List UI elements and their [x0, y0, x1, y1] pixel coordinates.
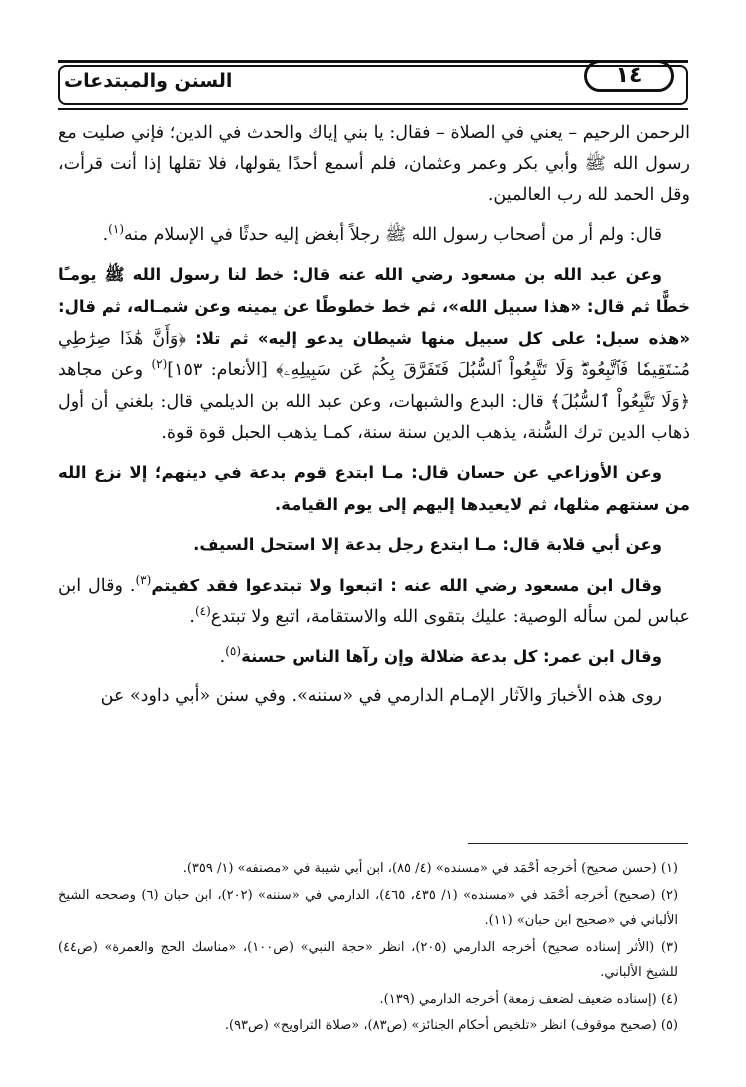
header-bottom-rule	[58, 108, 688, 110]
paragraph	[58, 529, 690, 561]
paragraph-text: روى هذه الأخبارَ والآثار الإمـام الدارمي في «سننه». وفي سنن «أبي داود» عن	[100, 686, 662, 707]
paragraph: قال: ولم أر من أصحاب رسول الله ﷺ رجلاً أبغض إليه حدثًا في الإسلام منه$^{(١)}$.	[102, 221, 662, 245]
paragraph-text: الرحمن الرحيم – يعني في الصلاة – فقال: يا بني إياك والحدث في الدين؛ فإني صليت مع رسول الله ﷺ وأبي بكر وعمر وعثمان، فلم أسمع أحدًا يقولها، فلا تقلها إذا أنت قرأت، وقل الحمد لله رب العالمين.	[58, 123, 690, 206]
page-header	[58, 60, 688, 112]
quran-reference: [الأنعام: ١٥٣]	[167, 360, 268, 381]
paragraph	[58, 457, 690, 521]
paragraph	[58, 259, 690, 449]
paragraph	[58, 118, 690, 212]
paragraph-text: . وقال ابن عباس لمن سأله الوصية: عليك بتقوى الله والاستقامة، اتبع ولا تبتدع	[58, 575, 690, 627]
paragraph: وقال ابن مسعود رضي الله عنه : اتبعوا ولا تبتدعوا فقد كفيتم$^{(٣)}$. وقال ابن عباس لمن سأله الوصية: عليك بتقوى الله والاستقامة، اتبع ولا تبتدع$^{(٤)}$.	[58, 572, 690, 627]
paragraph-text: قال: ولم أر من أصحاب رسول الله ﷺ رجلاً أبغض إليه حدثًا في الإسلام منه	[124, 224, 662, 245]
paragraph-text: وعن أبي قلابة قال: مـا ابتدع رجل بدعة إلا استحل السيف.	[193, 535, 662, 555]
footnote: (٥) (صحيح موقوف) انظر «تلخيص أحكام الجنائز» (ص٨٣)، «صلاة التراويح» (ص٩٣).	[224, 1018, 678, 1033]
footnote-ref: (٥)	[225, 644, 242, 659]
footnote-ref: (١)	[108, 221, 124, 236]
paragraph: وقال ابن عمر: كل بدعة ضلالة وإن رآها الناس حسنة$^{(٥)}$.	[219, 644, 662, 668]
footnote: (٣) (الأثر إسناده صحيح) أخرجه الدارمي (٢٠٥)، انظر «حجة النبي» (ص١٠٠)، «مناسك الحج والعمرة» (ص٤٤) للشيخ الألباني.	[58, 939, 679, 980]
footnote-ref: (٤)	[194, 604, 211, 619]
footnote: (١) (حسن صحيح) أخرجه أحْمَد في «مسنده» (٤/ ٨٥)، ابن أبي شيبة في «مصنفه» (١/ ٣٥٩).	[182, 861, 678, 876]
paragraph	[58, 681, 690, 712]
paragraph-text: وعن مجاهد ﴿وَلَا تَتَّبِعُواْ ٱلسُّبُلَ﴾ قال: البدع والشبهات، وعن عبد الله بن الديلمي قال: بلغني أن أول ذهاب الدين ترك السُّنة، يذهب الدين سنة سنة، كمـا يذهب الحبل قوة قوة.	[58, 360, 690, 443]
footnote-ref: (٢)	[151, 357, 168, 372]
paragraph-text: وعن الأوزاعي عن حسان قال: مـا ابتدع قوم بدعة في دينهم؛ إلا نزع الله من سنتهم مثلها، ثم لايعيدها إليهم إلى يوم القيامة.	[58, 463, 690, 515]
running-title: السنن والمبتدعات	[64, 70, 233, 92]
main-text	[58, 118, 690, 720]
footnote: (٢) (صحيح) أخرجه أحْمَد في «مسنده» (١/ ٤٣٥، ٤٦٥)، الدارمي في «سننه» (٢٠٢)، ابن حبان (٦) وصححه الشيخ الألباني في «صحيح ابن حبان» (١١).	[58, 887, 679, 928]
paragraph-text: وقال ابن عمر: كل بدعة ضلالة وإن رآها الناس حسنة	[241, 647, 662, 667]
paragraph-text: وقال ابن مسعود رضي الله عنه : اتبعوا ولا تبتدعوا فقد كفيتم	[151, 575, 663, 595]
paragraph-text: وعن عبد الله بن مسعود رضي الله عنه قال: خط لنا رسول الله ﷺ يومـًا خطًّا ثم قال: «هذا سبيل الله»، ثم خط خطوطًا عن يمينه وعن شمـاله، ثم قال: «هذه سبل: على كل سبيل منها شيطان يدعو إليه» ثم تلا:	[58, 264, 690, 349]
page-number: ١٤	[584, 60, 674, 92]
quran-verse: ﴿وَأَنَّ هَٰذَا صِرَٰطِي مُسۡتَقِيمٗا فَٱتَّبِعُوهُۖ وَلَا تَتَّبِعُواْ ٱلسُّبُلَ فَتَفَرَّقَ بِكُمۡ عَن سَبِيلِهِۦ﴾	[58, 329, 690, 381]
footnotes	[58, 856, 678, 1039]
footnote-separator	[468, 843, 688, 844]
footnote-ref: (٣)	[135, 572, 152, 587]
footnote: (٤) (إسناده ضعيف لضعف زمعة) أخرجه الدارمي (١٣٩).	[379, 991, 678, 1007]
